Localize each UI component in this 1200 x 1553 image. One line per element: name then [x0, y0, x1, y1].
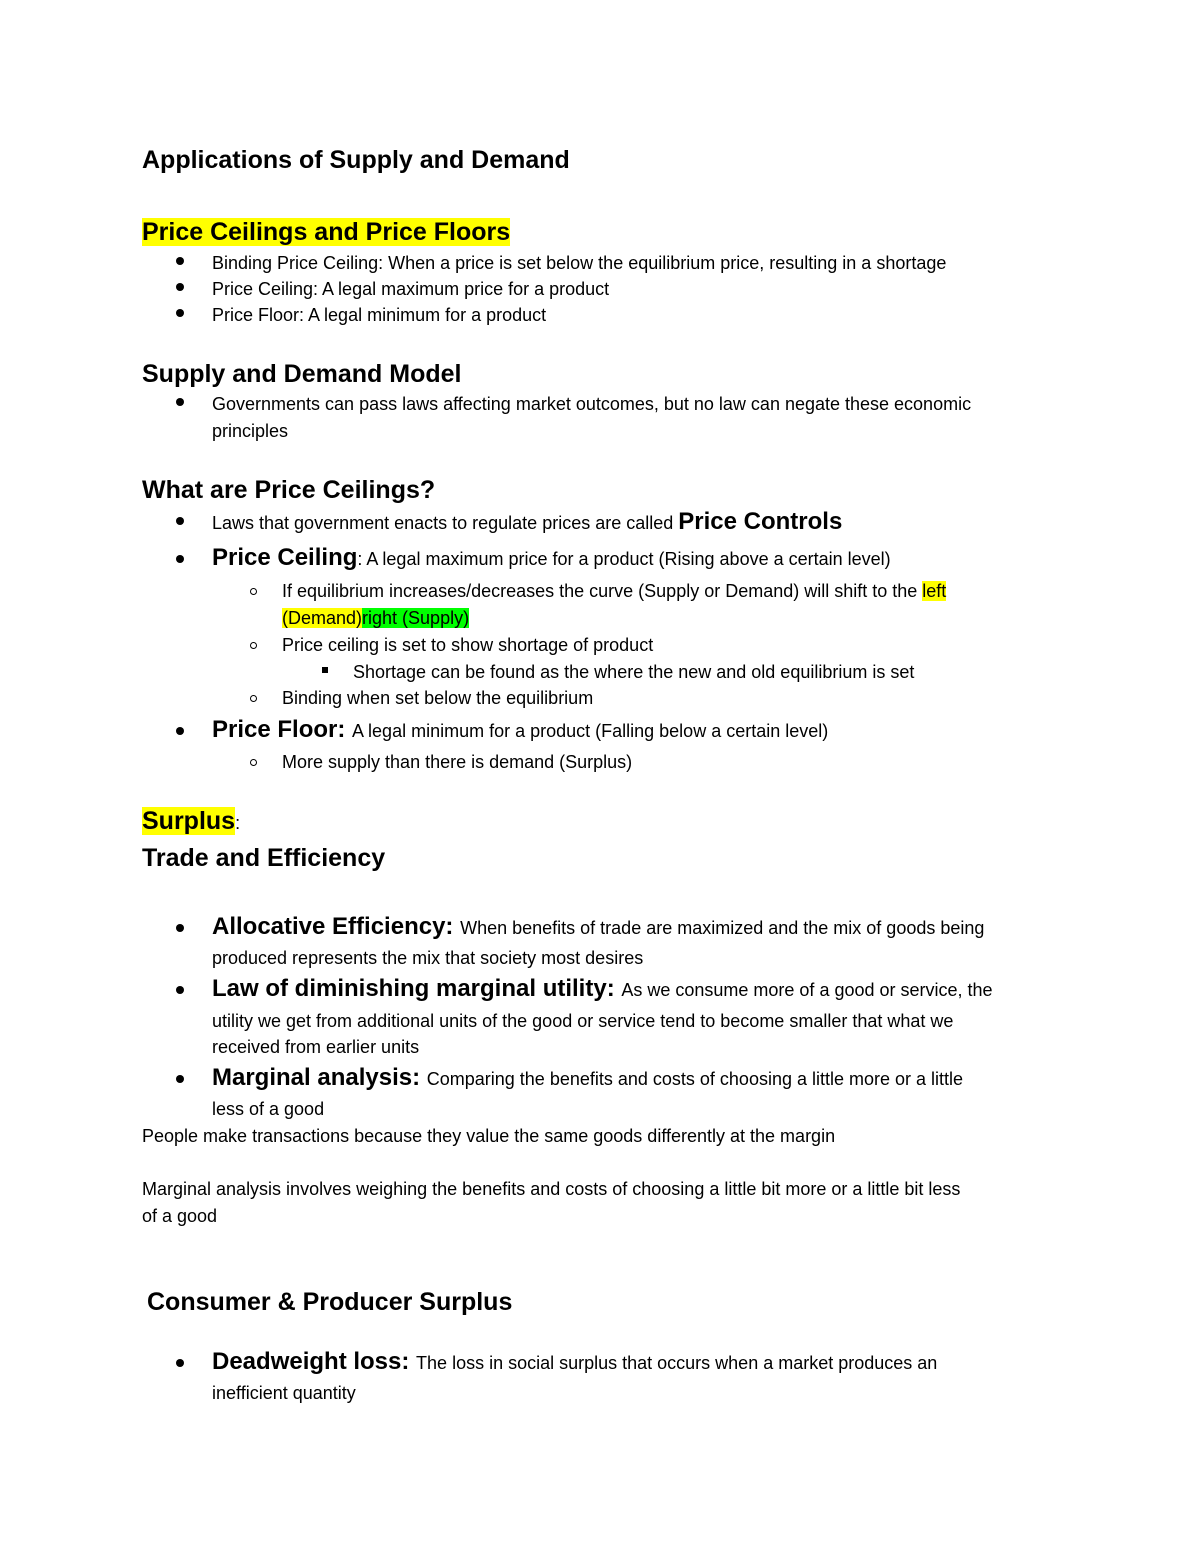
list-item-diminishing-utility — [212, 975, 993, 1004]
bullet-icon — [176, 257, 184, 265]
bullet-icon — [176, 727, 184, 735]
term-diminishing-marginal-utility: Law of diminishing marginal utility: — [212, 975, 622, 1002]
term-definition: When benefits of trade are maximized and the mix of goods being — [460, 918, 985, 938]
sub-item: Binding when set below the equilibrium — [282, 688, 594, 708]
list-item-deadweight-loss — [212, 1348, 937, 1377]
section-heading-consumer-producer: Consumer & Producer Surplus — [147, 1288, 513, 1316]
list-item-marginal-analysis — [212, 1064, 963, 1093]
term-definition: The loss in social surplus that occurs when a market produces an — [416, 1353, 938, 1373]
sub-item: Price ceiling is set to show shortage of product — [282, 635, 654, 655]
list-item-price-ceiling — [212, 544, 891, 573]
bullet-icon — [176, 309, 184, 317]
list-item-continuation: less of a good — [212, 1099, 325, 1119]
highlight-right-supply: right (Supply) — [362, 608, 470, 628]
document-title: Applications of Supply and Demand — [142, 146, 570, 174]
section-heading-what-are: What are Price Ceilings? — [142, 476, 436, 504]
sub-item-shift-continuation — [282, 605, 469, 632]
term-price-ceiling: Price Ceiling — [212, 544, 358, 571]
circle-bullet-icon — [250, 695, 257, 702]
sub-item-text: If equilibrium increases/decreases the curve (Supply or Demand) will shift to the — [282, 581, 923, 601]
list-item: Binding Price Ceiling: When a price is set below the equilibrium price, resulting in a shortage — [212, 253, 947, 273]
term-definition: As we consume more of a good or service, the — [621, 980, 993, 1000]
sub-item: More supply than there is demand (Surplus) — [282, 752, 633, 772]
paragraph-continuation: of a good — [142, 1206, 218, 1226]
term-price-floor: Price Floor: — [212, 716, 353, 743]
term-colon: : — [357, 549, 367, 569]
term-definition: Comparing the benefits and costs of choosing a little more or a little — [426, 1069, 964, 1089]
document-page — [142, 0, 1062, 1553]
list-item-price-floor — [212, 716, 828, 745]
list-item: Governments can pass laws affecting market outcomes, but no law can negate these economic — [212, 394, 972, 414]
circle-bullet-icon — [250, 642, 257, 649]
highlight-surplus: Surplus — [142, 807, 236, 835]
circle-bullet-icon — [250, 759, 257, 766]
sub-item-shift — [282, 578, 946, 605]
paragraph: Marginal analysis involves weighing the benefits and costs of choosing a little bit more or a little bit less — [142, 1179, 961, 1199]
sub-sub-item: Shortage can be found as the where the new and old equilibrium is set — [353, 662, 915, 682]
item-text: Laws that government enacts to regulate prices are called — [212, 513, 679, 533]
highlight-left: left — [922, 581, 947, 601]
list-item: Price Floor: A legal minimum for a product — [212, 305, 547, 325]
bullet-icon — [176, 1359, 184, 1367]
term-marginal-analysis: Marginal analysis: — [212, 1064, 427, 1091]
term-definition: A legal minimum for a product (Falling below a certain level) — [352, 721, 829, 741]
bullet-icon — [176, 986, 184, 994]
term-allocative-efficiency: Allocative Efficiency: — [212, 913, 461, 940]
bullet-icon — [176, 924, 184, 932]
bullet-icon — [176, 555, 184, 563]
section-subheading-trade: Trade and Efficiency — [142, 844, 386, 872]
list-item-price-controls — [212, 508, 842, 537]
list-item-continuation: principles — [212, 421, 289, 441]
list-item-continuation: produced represents the mix that society most desires — [212, 948, 644, 968]
list-item: Price Ceiling: A legal maximum price for a product — [212, 279, 610, 299]
term-price-controls: Price Controls — [678, 508, 843, 535]
highlight-demand: (Demand) — [282, 608, 363, 628]
list-item-allocative — [212, 913, 984, 942]
list-item-continuation: utility we get from additional units of the good or service tend to become smaller that what we — [212, 1011, 954, 1031]
section-heading-model: Supply and Demand Model — [142, 360, 462, 388]
bullet-icon — [176, 517, 184, 525]
section-heading-price-ceilings-floors — [142, 217, 1062, 247]
square-bullet-icon — [322, 667, 328, 673]
term-definition: A legal maximum price for a product (Rising above a certain level) — [366, 549, 891, 569]
bullet-icon — [176, 398, 184, 406]
list-item-continuation: inefficient quantity — [212, 1383, 356, 1403]
circle-bullet-icon — [250, 588, 257, 595]
bullet-icon — [176, 283, 184, 291]
section-heading-surplus — [142, 806, 1062, 838]
heading-colon: : — [235, 813, 241, 833]
bullet-icon — [176, 1075, 184, 1083]
paragraph: People make transactions because they value the same goods differently at the margin — [142, 1126, 836, 1146]
highlight: Price Ceilings and Price Floors — [142, 218, 511, 246]
term-deadweight-loss: Deadweight loss: — [212, 1348, 417, 1375]
list-item-continuation: received from earlier units — [212, 1037, 420, 1057]
